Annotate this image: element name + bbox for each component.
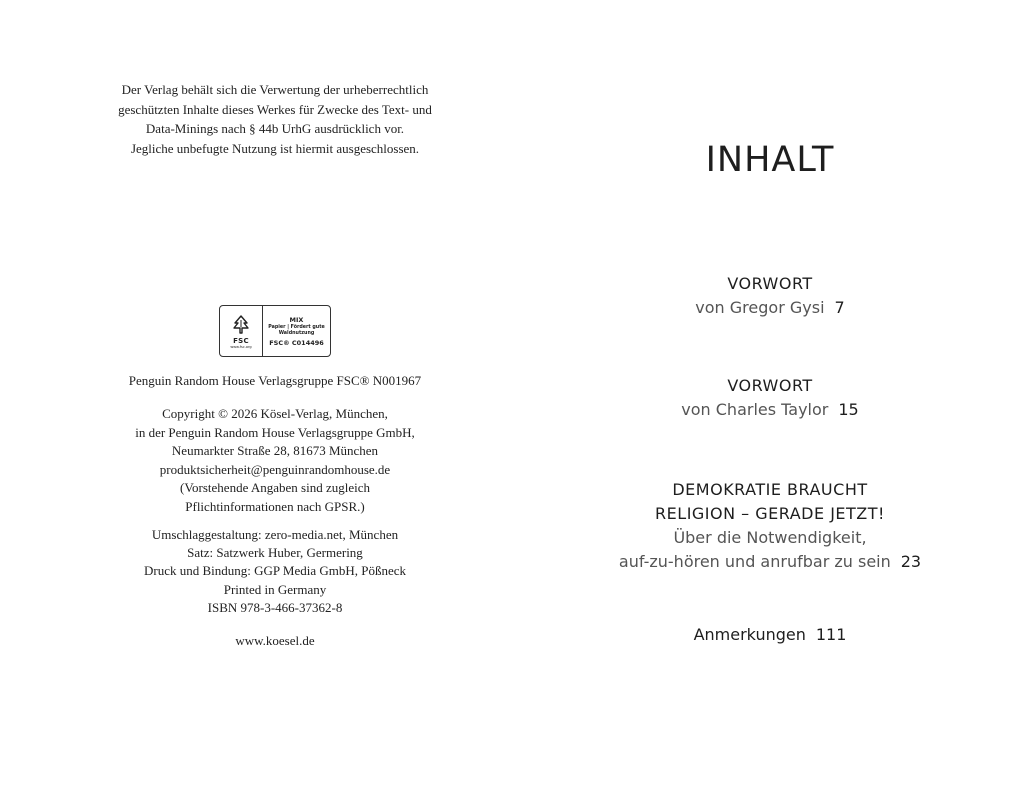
website-link: www.koesel.de <box>235 633 315 648</box>
fsc-url: www.fsc.org <box>230 344 252 349</box>
copyright-block <box>95 405 455 516</box>
toc-page-number: 23 <box>900 552 922 571</box>
toc-entry-heading: VORWORT <box>727 274 813 293</box>
toc-page-number: 111 <box>815 625 847 644</box>
copyright-line: (Vorstehende Angaben sind zugleich <box>179 480 371 495</box>
toc-entry-heading: VORWORT <box>727 376 813 395</box>
copyright-line: Copyright © 2026 Kösel-Verlag, München, <box>162 406 388 421</box>
toc-entry <box>560 478 980 574</box>
isbn: ISBN 978-3-466-37362-8 <box>207 599 343 615</box>
toc-entry-author <box>560 296 980 320</box>
toc-entry-sub-text: auf-zu-hören und anrufbar zu sein <box>618 552 891 571</box>
toc-entry-heading-text: Anmerkungen <box>693 625 806 644</box>
copyright-email: produktsicherheit@penguinrandomhouse.de <box>159 461 391 477</box>
credit-line: Satz: Satzwerk Huber, Germering <box>187 545 363 561</box>
toc-title: INHALT <box>705 140 835 180</box>
toc-entry-sub-text: von Charles Taylor <box>681 400 829 419</box>
right-page <box>560 0 1020 808</box>
fsc-description: Papier | Fördert gute Waldnutzung <box>268 324 325 336</box>
fsc-logo <box>219 305 331 357</box>
credits-block <box>95 526 455 617</box>
toc-entry-heading: RELIGION – GERADE JETZT! <box>655 504 885 523</box>
notice-line: Jegliche unbefugte Nutzung ist hiermit ausgeschlossen. <box>130 140 420 156</box>
toc-entry-subtitle: Über die Notwendigkeit, <box>673 528 867 547</box>
credit-line: Printed in Germany <box>223 581 327 597</box>
fsc-tree-icon <box>230 314 252 336</box>
fsc-mix: MIX <box>289 315 304 324</box>
toc-entry-author <box>560 398 980 422</box>
copyright-line: in der Penguin Random House Verlagsgruppe GmbH, <box>135 424 415 440</box>
notice-line: geschützten Inhalte dieses Werkes für Zwecke des Text- und <box>118 101 432 117</box>
fsc-label <box>263 306 330 356</box>
toc-entry <box>560 623 980 647</box>
toc-entry-heading: DEMOKRATIE BRAUCHT <box>672 480 868 499</box>
notice-line: Data-Minings nach § 44b UrhG ausdrücklich vor. <box>145 121 405 136</box>
toc-page-number: 7 <box>834 298 845 317</box>
toc-page-number: 15 <box>838 400 859 419</box>
fsc-abbr: FSC <box>233 336 249 345</box>
fsc-publisher-line: Penguin Random House Verlagsgruppe FSC® N001967 <box>128 373 422 388</box>
toc-entry-subtitle <box>560 550 980 574</box>
copyright-line: Pflichtinformationen nach GPSR.) <box>185 498 365 514</box>
credit-line: Umschlaggestaltung: zero-media.net, München <box>151 527 399 542</box>
fsc-emblem <box>220 306 263 356</box>
notice-line: Der Verlag behält sich die Verwertung der urheberrechtlich <box>121 82 429 97</box>
credit-line: Druck und Bindung: GGP Media GmbH, Pößneck <box>143 563 407 579</box>
fsc-code: FSC® C014496 <box>269 338 324 347</box>
toc-entry-sub-text: von Gregor Gysi <box>695 298 825 317</box>
toc-entry <box>560 272 980 320</box>
toc-entry-heading <box>560 623 980 647</box>
copyright-notice <box>95 80 455 158</box>
copyright-line: Neumarkter Straße 28, 81673 München <box>171 443 379 458</box>
toc-entry <box>560 374 980 422</box>
